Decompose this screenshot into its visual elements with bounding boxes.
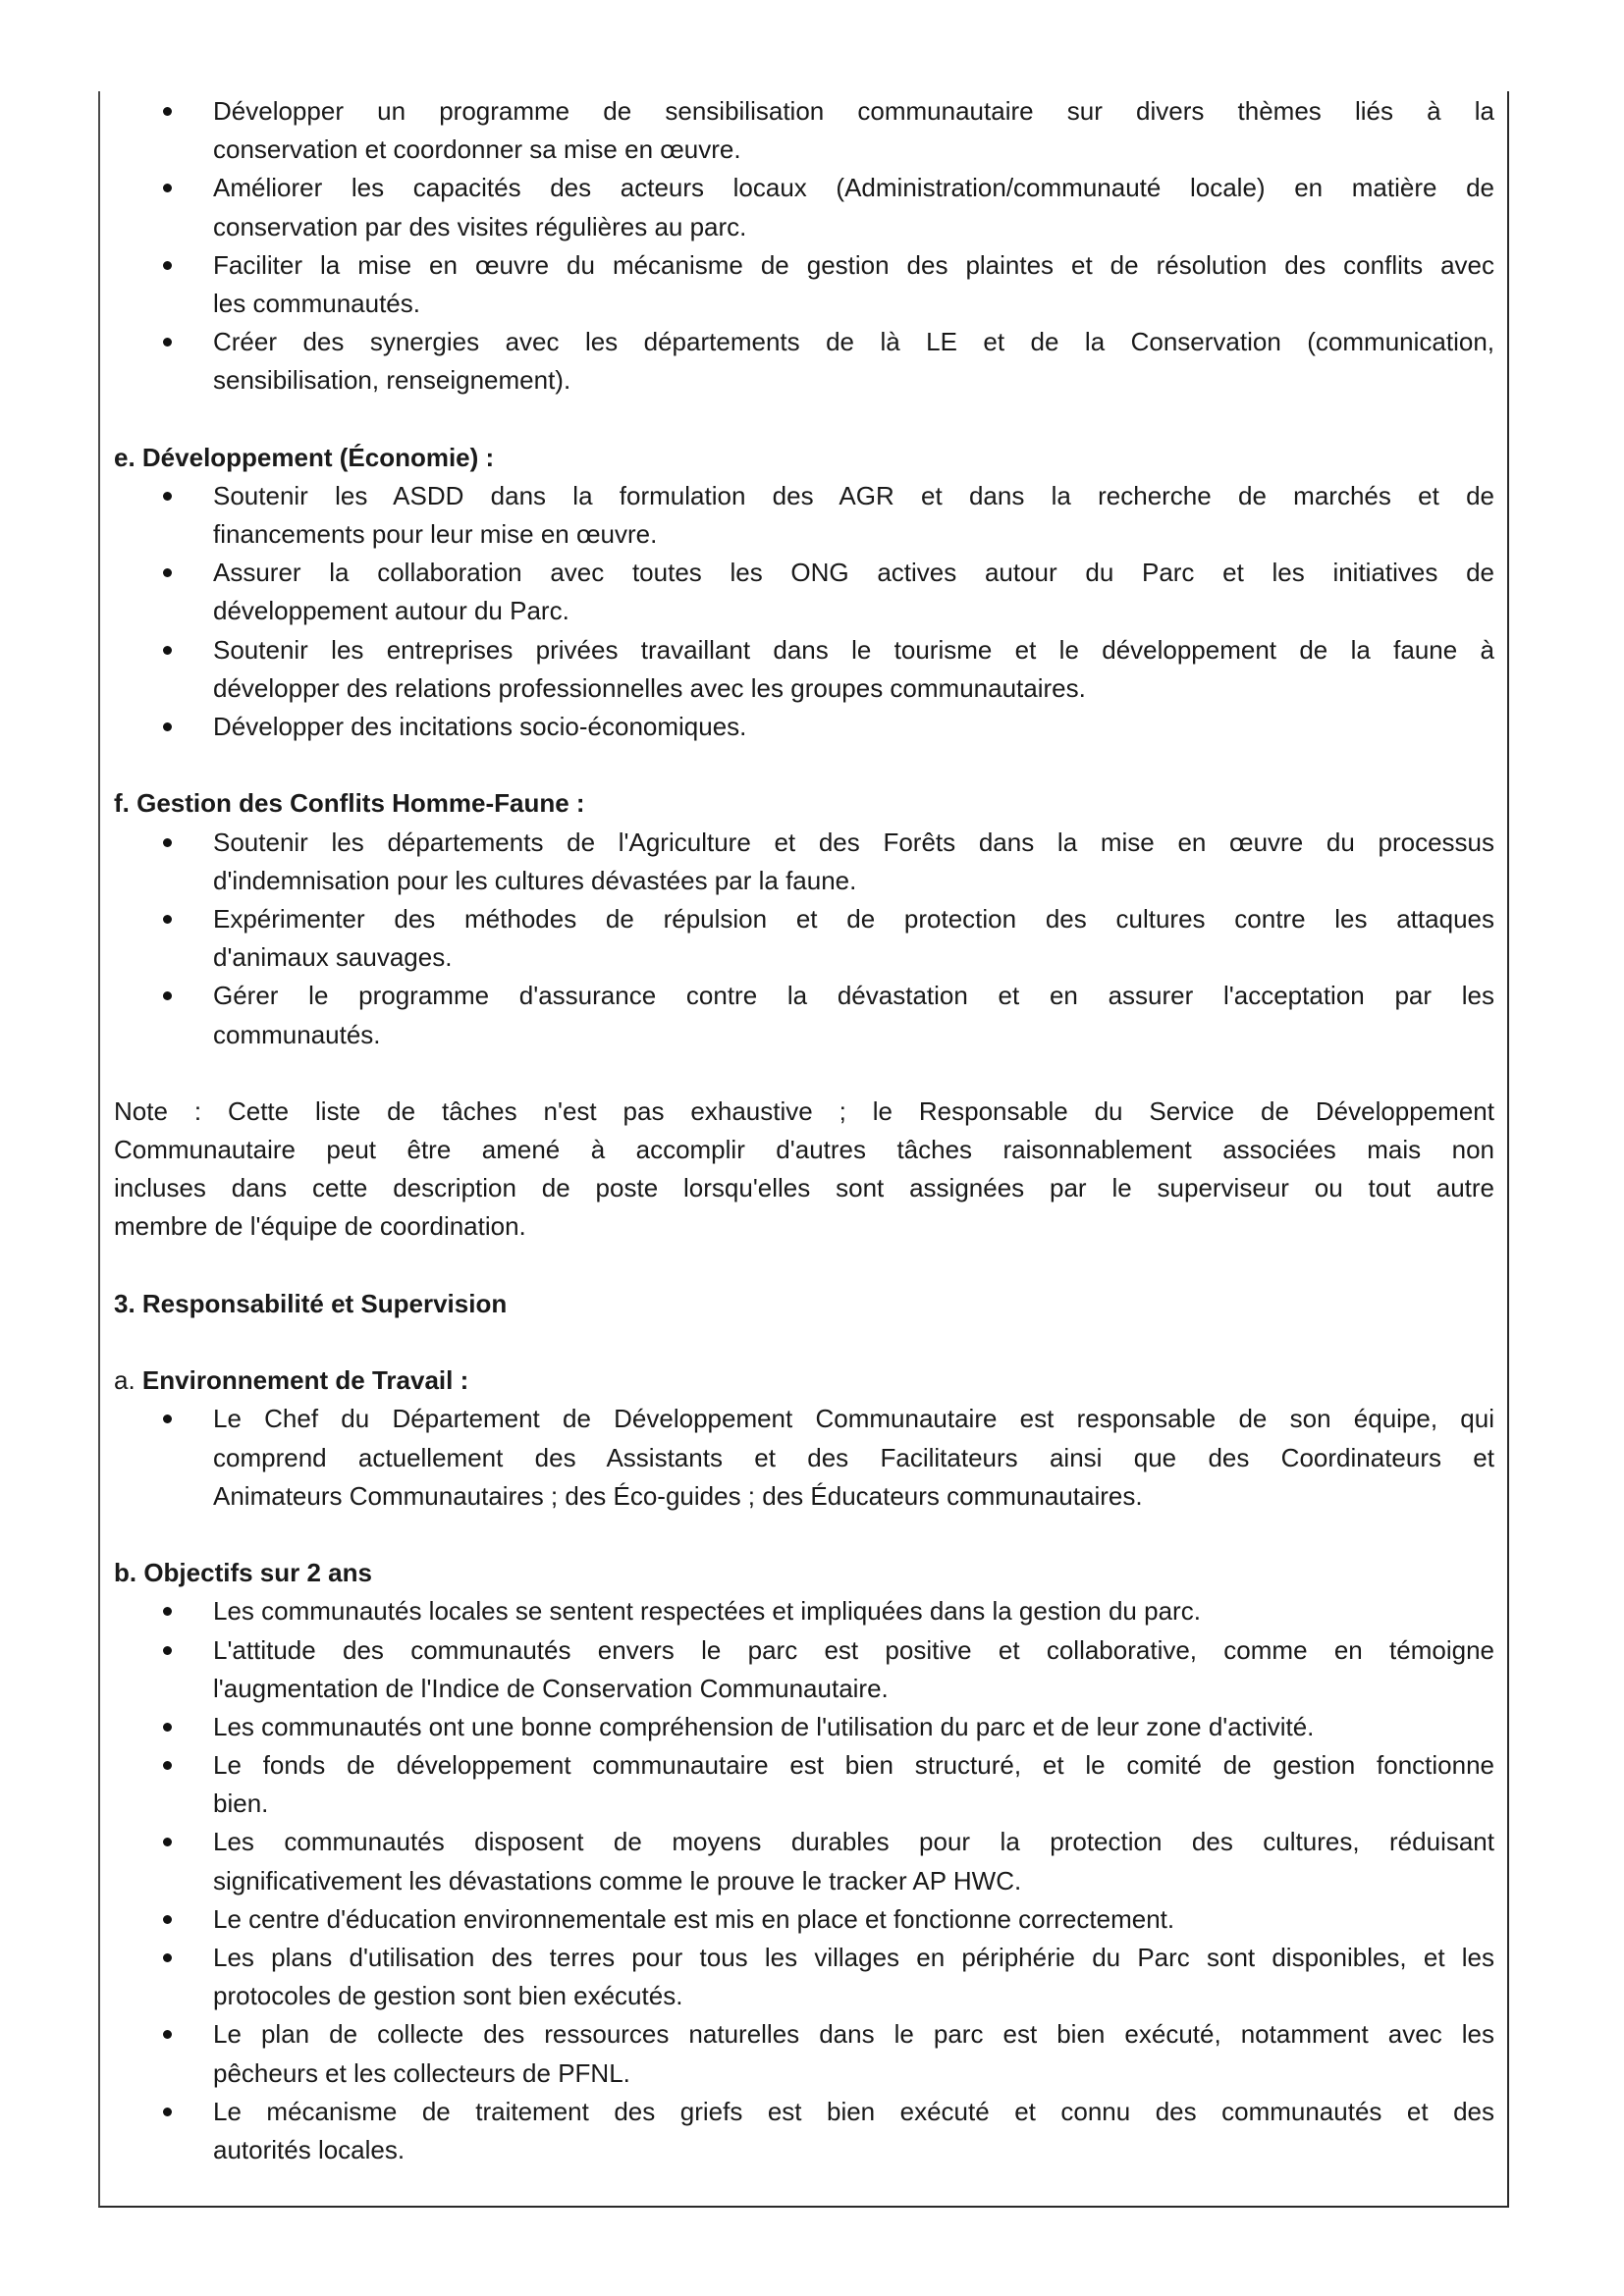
spacer [114,1247,1494,1285]
list-item-line: Développer un programme de sensibilisation communautaire sur divers thèmes liés à la [213,96,1494,126]
bullet-icon [163,1415,172,1423]
list-item-line: financements pour leur mise en œuvre. [213,519,658,550]
spacer [114,1323,1494,1362]
bullet-icon [163,1915,172,1924]
section-3b-objectifs [114,1554,1494,2169]
list-item [114,1746,1494,1823]
section-prefix: a. [114,1365,142,1396]
bullet-icon [163,107,172,116]
list-item-line: Le centre d'éducation environnementale est mis en place et fonctionne correctement. [213,1903,1175,1934]
bullet-icon [163,1723,172,1732]
list-item-line: comprend actuellement des Assistants et des Facilitateurs ainsi que des Coordinateurs et [213,1442,1494,1472]
section-e-developpement [114,439,1494,747]
list-item [114,2015,1494,2092]
list-item [114,708,1494,746]
bullet-icon [163,915,172,924]
list-item [114,1939,1494,2015]
list-item-line: développer des relations professionnelles avec les groupes communautaires. [213,672,1086,703]
list-item [114,977,1494,1053]
bullet-icon [163,722,172,731]
list-item [114,1631,1494,1708]
bullet-icon [163,1953,172,1962]
list-item-line: Assurer la collaboration avec toutes les ONG actives autour du Parc et les initiatives de [213,558,1494,588]
list-item [114,824,1494,900]
list-item-line: Soutenir les départements de l'Agriculture et des Forêts dans la mise en œuvre du processus [213,827,1494,857]
spacer [114,746,1494,784]
bullet-icon [163,1838,172,1846]
list-item [114,1592,1494,1630]
bullet-icon [163,2108,172,2116]
list-item [114,92,1494,169]
list-item [114,554,1494,630]
list-item [114,246,1494,323]
list-item-line: significativement les dévastations comme le prouve le tracker AP HWC. [213,1865,1022,1896]
list-item-line: L'attitude des communautés envers le parc est positive et collaborative, comme en témoigne [213,1634,1494,1665]
list-item [114,323,1494,400]
list-item-line: Améliorer les capacités des acteurs locaux (Administration/communauté locale) en matière de [213,173,1494,203]
list-item [114,1823,1494,1899]
list-item-line: Soutenir les entreprises privées travaillant dans le tourisme et le développement de la faune à [213,634,1494,665]
list-item [114,631,1494,708]
section-heading: b. Objectifs sur 2 ans [114,1558,372,1588]
list-item-line: protocoles de gestion sont bien exécutés. [213,1981,683,2011]
bullet-icon [163,838,172,847]
list-item-line: Créer des synergies avec les départements de là LE et de la Conservation (communication, [213,327,1494,357]
bullet-icon [163,991,172,1000]
note-paragraph [114,1093,1494,1247]
list-item-line: conservation par des visites régulières au parc. [213,211,747,241]
section-3-heading: 3. Responsabilité et Supervision [114,1288,508,1318]
section-heading: f. Gestion des Conflits Homme-Faune : [114,788,585,819]
list-item-line: Soutenir les ASDD dans la formulation des AGR et dans la recherche de marchés et de [213,480,1494,510]
list-item-line: bien. [213,1789,269,1819]
list-item-line: Le Chef du Département de Développement Communautaire est responsable de son équipe, qui [213,1404,1494,1434]
section-3a-environnement-travail [114,1362,1494,1516]
list-item [114,1900,1494,1939]
list-item-line: Expérimenter des méthodes de répulsion et de protection des cultures contre les attaques [213,903,1494,934]
list-item [114,169,1494,245]
bullet-icon [163,338,172,347]
spacer [114,400,1494,439]
list-item-line: Gérer le programme d'assurance contre la dévastation et en assurer l'acceptation par les [213,981,1494,1011]
list-item-line: autorités locales. [213,2134,406,2164]
list-item [114,900,1494,977]
list-item [114,1400,1494,1516]
list-item-line: Le plan de collecte des ressources naturelles dans le parc est bien exécuté, notamment avec les [213,2019,1494,2050]
list-item-line: Les communautés ont une bonne compréhension de l'utilisation du parc et de leur zone d'activité. [213,1711,1315,1741]
list-item-line: pêcheurs et les collecteurs de PFNL. [213,2057,630,2088]
list-item-line: conservation et coordonner sa mise en œuvre. [213,134,741,165]
list-item-line: communautés. [213,1019,381,1049]
intro-bullet-list [114,92,1494,400]
spacer [114,1516,1494,1554]
bullet-icon [163,2030,172,2039]
list-item-line: Les communautés disposent de moyens durables pour la protection des cultures, réduisant [213,1827,1494,1857]
list-item-line: développement autour du Parc. [213,596,569,626]
bullet-icon [163,1646,172,1655]
list-item-line: d'animaux sauvages. [213,942,453,973]
list-item-line: Le fonds de développement communautaire est bien structuré, et le comité de gestion fonctionne [213,1750,1494,1781]
spacer [114,1054,1494,1093]
list-item-line: l'augmentation de l'Indice de Conservation Communautaire. [213,1673,889,1703]
bullet-icon [163,1607,172,1616]
list-item-line: Les communautés locales se sentent respectées et impliquées dans la gestion du parc. [213,1596,1201,1627]
section-heading: e. Développement (Économie) : [114,442,495,472]
list-item-line: Animateurs Communautaires ; des Éco-guides ; des Éducateurs communautaires. [213,1480,1143,1511]
bullet-icon [163,184,172,192]
list-item-line: Les plans d'utilisation des terres pour tous les villages en périphérie du Parc sont disponibles, et les [213,1943,1494,1972]
list-item-line: les communautés. [213,288,420,318]
list-item [114,2093,1494,2169]
list-item [114,477,1494,554]
note-line: membre de l'équipe de coordination. [114,1211,526,1242]
list-item-line: Faciliter la mise en œuvre du mécanisme de gestion des plaintes et de résolution des conflits avec [213,249,1494,280]
list-item-line: Développer des incitations socio-économiques. [213,712,747,741]
note-line: incluses dans cette description de poste lorsqu'elles sont assignées par le superviseur ou tout autre [114,1173,1494,1203]
bullet-icon [163,568,172,577]
list-item-line: Le mécanisme de traitement des griefs est bien exécuté et connu des communautés et des [213,2096,1494,2126]
section-heading [114,1362,1494,1400]
document-body [114,92,1494,2169]
bullet-icon [163,646,172,655]
list-item [114,1708,1494,1746]
bullet-icon [163,1761,172,1770]
section-f-conflits-homme-faune [114,784,1494,1053]
list-item-line: d'indemnisation pour les cultures dévastées par la faune. [213,865,857,895]
list-item-line: sensibilisation, renseignement). [213,365,571,396]
section-heading-text: Environnement de Travail : [141,1365,469,1396]
bullet-icon [163,261,172,270]
bullet-icon [163,492,172,501]
note-line: Note : Cette liste de tâches n'est pas exhaustive ; le Responsable du Service de Développement [114,1095,1494,1126]
note-line: Communautaire peut être amené à accomplir d'autres tâches raisonnablement associées mais non [114,1135,1494,1165]
